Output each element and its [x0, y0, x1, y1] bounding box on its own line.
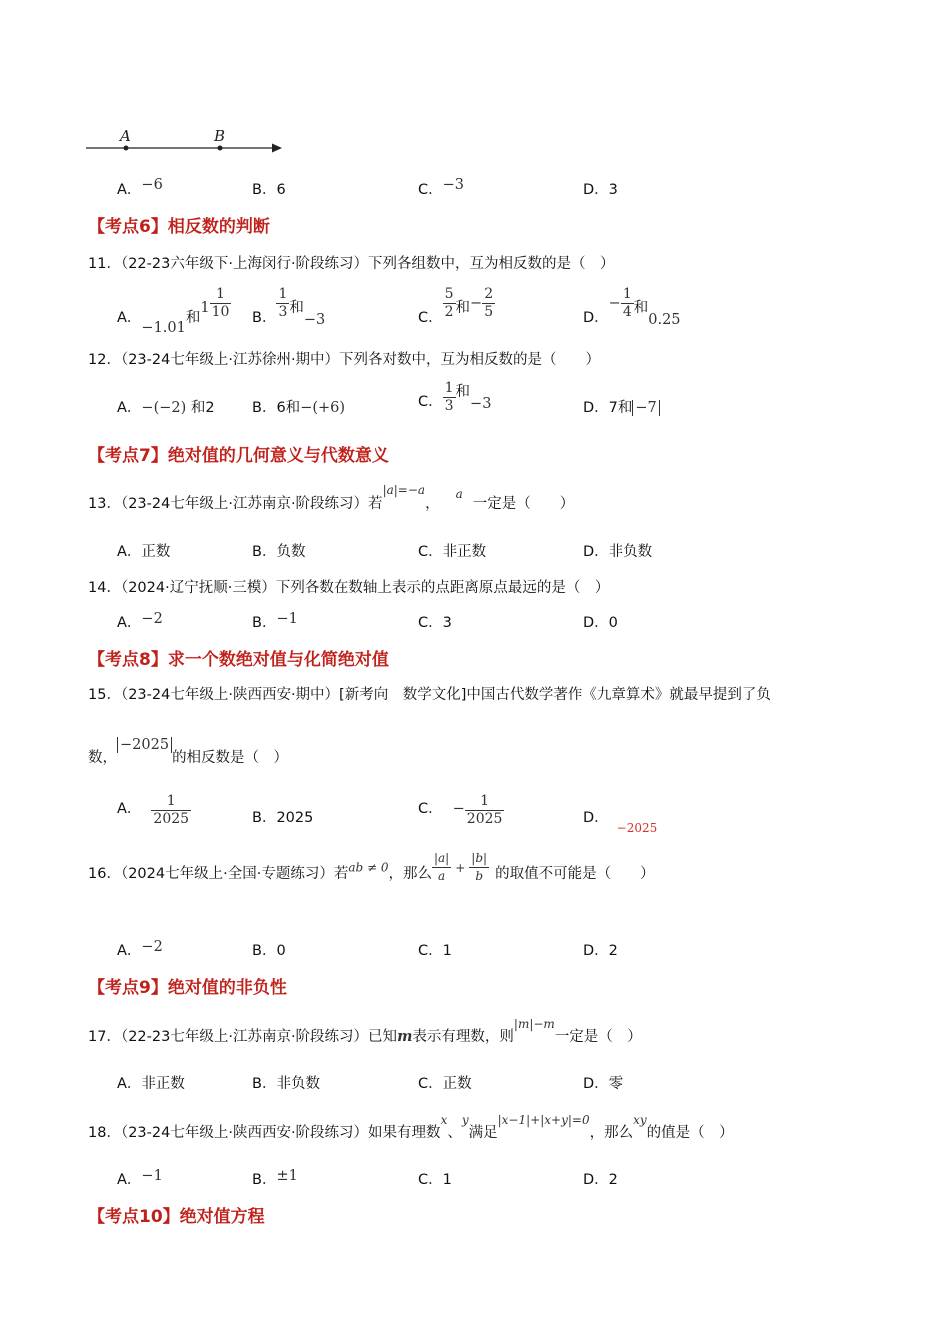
- q14-option-d[interactable]: D．0: [583, 615, 618, 631]
- section-heading-7: 【考点7】绝对值的几何意义与代数意义: [88, 446, 389, 466]
- q11-b-fraction: $\frac{1}{3}$: [278, 286, 288, 320]
- question-17: 17．（22-23七年级上·江苏南京·阶段练习）已知m表示有理数，则|m|−m一定是（ ）: [88, 1017, 642, 1045]
- q17-option-a[interactable]: A．非正数: [117, 1076, 185, 1092]
- q16-fraction-b: $\frac{|b|}{b}$: [471, 851, 488, 883]
- q12-option-a[interactable]: A．−(−2) 和2: [117, 400, 215, 416]
- q12-option-c[interactable]: C． $\frac{1}{3}$ 和−3: [418, 380, 492, 414]
- q12-c-fraction: $\frac{1}{3}$: [444, 380, 454, 414]
- q15-c-fraction: $\frac{1}{2025}$: [466, 793, 503, 827]
- q11-option-b[interactable]: B． $\frac{1}{3}$ 和−3: [252, 286, 326, 328]
- question-11: 11．（22-23六年级下·上海闵行·阶段练习）下列各组数中，互为相反数的是（ ）: [88, 256, 615, 272]
- q17-expression: |m|−m: [513, 1017, 555, 1031]
- q17-option-b[interactable]: B．非负数: [252, 1076, 320, 1092]
- q11-option-a[interactable]: A．−1.01和1 $\frac{1}{10}$: [117, 286, 230, 336]
- q18-equation: |x−1|+|x+y|=0: [497, 1113, 590, 1127]
- q17-option-d[interactable]: D．零: [583, 1076, 624, 1092]
- q15-absolute-value: −2025: [117, 737, 172, 753]
- q15-option-d[interactable]: D．$_{-2025}$: [583, 810, 658, 835]
- q15-option-b[interactable]: B．2025: [252, 810, 314, 826]
- q11-option-c[interactable]: C． $\frac{5}{2}$ 和− $\frac{2}{5}$: [418, 286, 494, 326]
- q10-option-b[interactable]: B．6: [252, 182, 286, 198]
- q10-option-d[interactable]: D．3: [583, 182, 618, 198]
- q17-option-c[interactable]: C．正数: [418, 1076, 472, 1092]
- q13-option-b[interactable]: B．负数: [252, 544, 306, 560]
- number-line: [84, 124, 294, 160]
- section-heading-8: 【考点8】求一个数绝对值与化简绝对值: [88, 650, 389, 670]
- question-12: 12．（23-24七年级上·江苏徐州·期中）下列各对数中，互为相反数的是（ ）: [88, 352, 601, 368]
- point-b-label: B: [214, 127, 226, 145]
- q18-option-c[interactable]: C．1: [418, 1172, 452, 1188]
- q13-condition: |a|=−a: [382, 483, 426, 497]
- q14-option-c[interactable]: C．3: [418, 615, 452, 631]
- q15-a-fraction: $\frac{1}{2025}$: [153, 793, 190, 827]
- section-heading-9: 【考点9】绝对值的非负性: [88, 978, 287, 998]
- point-a-label: A: [120, 127, 131, 145]
- q14-option-a[interactable]: A．−2: [117, 611, 163, 631]
- q16-condition: ab ≠ 0: [348, 860, 389, 875]
- q12-option-b[interactable]: B．6和−(+6): [252, 400, 346, 416]
- section-heading-6: 【考点6】相反数的判断: [88, 217, 270, 237]
- q10-option-c[interactable]: C．−3: [418, 177, 464, 198]
- q12-option-d[interactable]: D．7和 −7: [583, 396, 660, 417]
- q16-fraction-a: $\frac{|a|}{a}$: [433, 851, 450, 883]
- q13-option-d[interactable]: D．非负数: [583, 544, 653, 560]
- q15-option-c[interactable]: C． − $\frac{1}{2025}$: [418, 793, 503, 827]
- q16-option-c[interactable]: C．1: [418, 943, 452, 959]
- q14-option-b[interactable]: B．−1: [252, 611, 298, 631]
- q18-option-b[interactable]: B．±1: [252, 1168, 298, 1188]
- question-14: 14．（2024·辽宁抚顺·三模）下列各数在数轴上表示的点距离原点最远的是（ ）: [88, 580, 610, 596]
- q18-option-a[interactable]: A．−1: [117, 1168, 163, 1188]
- q13-option-a[interactable]: A．正数: [117, 544, 171, 560]
- q16-option-d[interactable]: D．2: [583, 943, 618, 959]
- question-18: 18．（23-24七年级上·陕西西安·阶段练习）如果有理数x、y满足|x−1|+|x+y|=0，那么xy的值是（ ）: [88, 1113, 734, 1141]
- q18-option-d[interactable]: D．2: [583, 1172, 618, 1188]
- q11-c-fraction-2: $\frac{2}{5}$: [484, 286, 494, 320]
- question-13: 13．（23-24七年级上·江苏南京·阶段练习）若|a|=−a，$_a$一定是（ ）: [88, 483, 575, 512]
- q11-c-fraction-1: $\frac{5}{2}$: [444, 286, 454, 320]
- q16-option-a[interactable]: A．−2: [117, 939, 163, 959]
- q10-option-a[interactable]: A．−6: [117, 177, 163, 198]
- question-16: 16．（2024七年级上·全国·专题练习）若ab ≠ 0，那么 $\frac{|a|}{a}$ + $\frac{|b|}{b}$ 的取值不可能是（ ）: [88, 851, 655, 883]
- question-15-line-1: 15．（23-24七年级上·陕西西安·期中）[新考向 数学文化]中国古代数学著作《九章算术》就最早提到了负: [88, 687, 771, 703]
- q15-option-a[interactable]: A． $\frac{1}{2025}$: [117, 793, 190, 827]
- question-15-line-2: 数，−2025的相反数是（ ）: [88, 737, 289, 766]
- section-heading-10: 【考点10】绝对值方程: [88, 1207, 265, 1227]
- q11-option-d[interactable]: D．− $\frac{1}{4}$ 和0.25: [583, 286, 681, 328]
- q11-a-fraction: $\frac{1}{10}$: [211, 286, 230, 320]
- q16-option-b[interactable]: B．0: [252, 943, 286, 959]
- q13-option-c[interactable]: C．非正数: [418, 544, 487, 560]
- q11-d-fraction: $\frac{1}{4}$: [622, 286, 632, 320]
